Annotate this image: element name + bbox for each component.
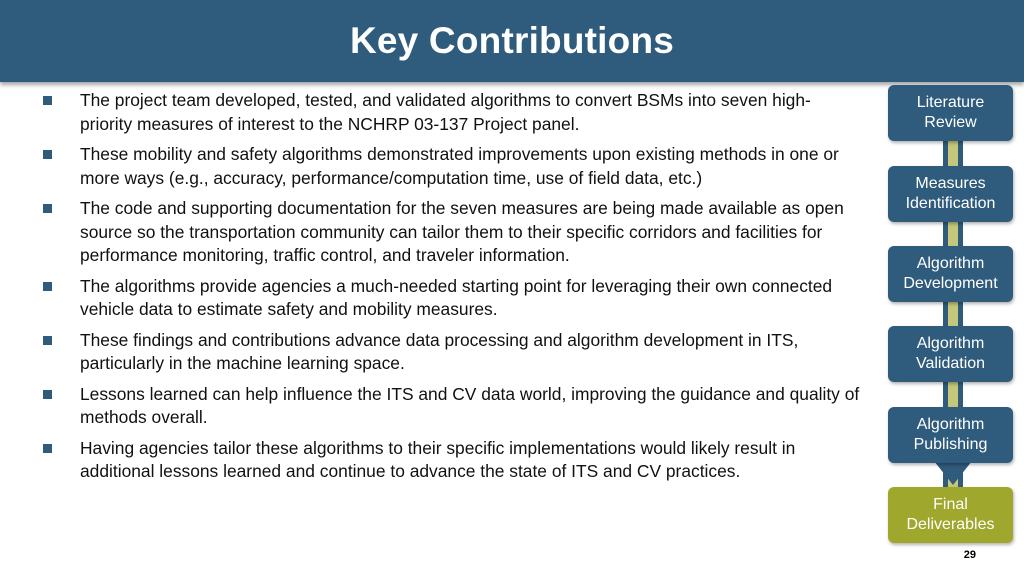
step-label-line2: Development	[903, 275, 998, 292]
step-label-line2: Review	[924, 114, 977, 131]
bullet-text: Having agencies tailor these algorithms to their specific implementations would likely result in additional lessons learned and continue to advance the state of ITS and CV practices.	[80, 437, 796, 481]
bullet-text: The project team developed, tested, and validated algorithms to convert BSMs into seven high-priority measures of interest to the NCHRP 03-137 Project panel.	[80, 90, 811, 134]
step-measures-identification	[888, 166, 1013, 222]
step-algorithm-validation	[888, 326, 1013, 382]
step-label-line1: Final	[933, 496, 968, 513]
step-label-line1: Algorithm	[916, 416, 985, 433]
bullet-item	[42, 383, 862, 430]
step-label-line2: Validation	[915, 355, 986, 372]
bullet-item	[42, 437, 862, 484]
square-bullet-icon	[43, 204, 52, 213]
step-label-line1: Measures	[915, 175, 986, 192]
square-bullet-icon	[43, 96, 52, 105]
step-label-line2: Deliverables	[906, 516, 995, 533]
bullet-text: These mobility and safety algorithms demonstrated improvements upon existing methods in one or more ways (e.g., accuracy, performance/computation time, use of field data, etc.)	[80, 144, 839, 188]
process-flow	[888, 85, 1013, 545]
bullet-item	[42, 197, 862, 268]
step-label-line1: Algorithm	[916, 335, 985, 352]
square-bullet-icon	[43, 150, 52, 159]
bullet-text: The code and supporting documentation for the seven measures are being made available as open source so the transportation community can tailor them to their specific corridors and facilities for performance monitoring, traffic control, and traveler information.	[80, 198, 844, 265]
step-algorithm-publishing	[888, 407, 1013, 463]
bullet-item	[42, 143, 862, 190]
bullet-list	[42, 89, 862, 491]
square-bullet-icon	[43, 336, 52, 345]
step-literature-review	[888, 85, 1013, 141]
square-bullet-icon	[43, 282, 52, 291]
square-bullet-icon	[43, 444, 52, 453]
bullet-item	[42, 275, 862, 322]
page-number: 29	[963, 549, 976, 561]
title-bar	[0, 0, 1024, 82]
square-bullet-icon	[43, 390, 52, 399]
step-algorithm-development	[888, 246, 1013, 302]
bullet-text: The algorithms provide agencies a much-needed starting point for leveraging their own connected vehicle data to estimate safety and mobility measures.	[80, 275, 833, 319]
step-label-line2: Publishing	[913, 436, 988, 453]
bullet-item	[42, 329, 862, 376]
step-label-line1: Literature	[916, 94, 985, 111]
step-label-line2: Identification	[905, 195, 996, 212]
step-label-line1: Algorithm	[916, 255, 985, 272]
down-arrow-icon	[934, 461, 972, 485]
bullet-text: These findings and contributions advance data processing and algorithm development in ITS, particularly in the machine learning space.	[80, 329, 799, 373]
bullet-item	[42, 89, 862, 136]
bullet-text: Lessons learned can help influence the ITS and CV data world, improving the guidance and quality of methods overall.	[80, 383, 860, 427]
slide-title: Key Contributions	[349, 20, 675, 61]
step-final-deliverables	[888, 487, 1013, 543]
